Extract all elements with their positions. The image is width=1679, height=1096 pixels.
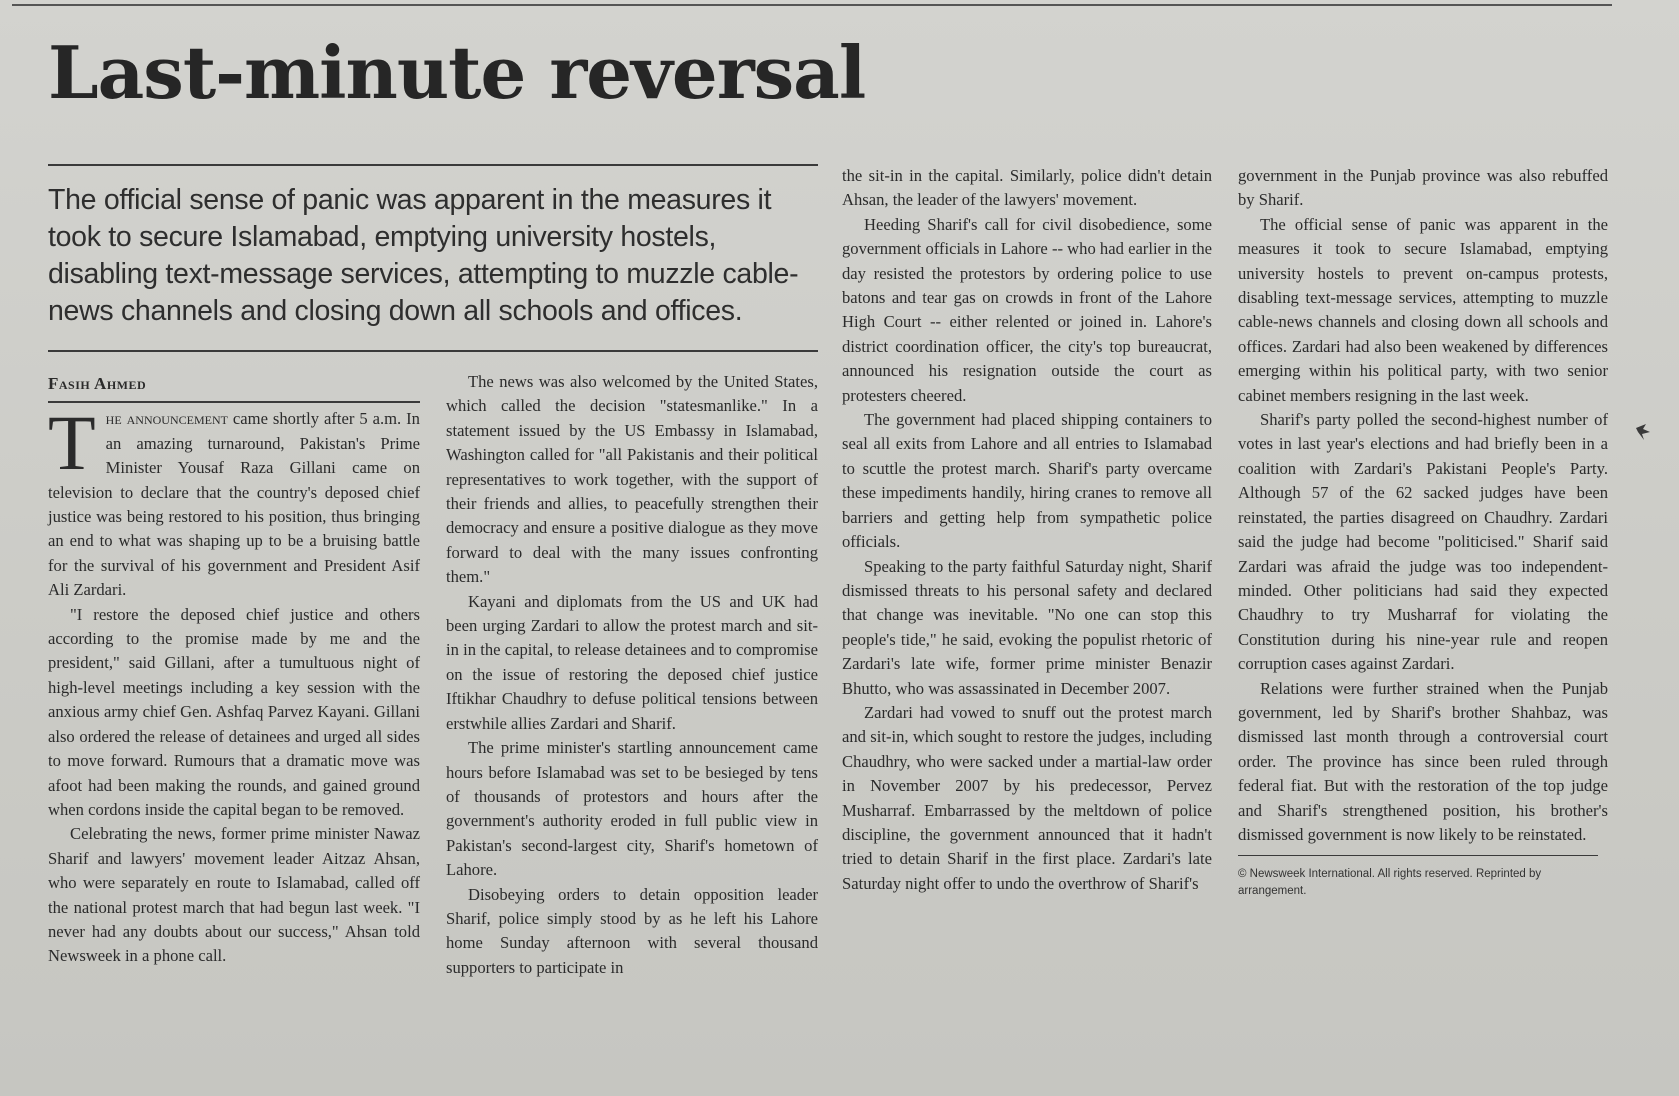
- deck-top-rule: [48, 164, 818, 166]
- paragraph: Zardari had vowed to snuff out the protest march and sit-in, which sought to restore the judges, including Chaudhry, who were sacked under a martial-law order in November 2007 by his predecessor, Pervez Musharraf. Embarrassed by the meltdown of police discipline, the government announced that it hadn't tried to detain Sharif in the first place. Zardari's late Saturday night offer to undo the overthrow of Sharif's: [842, 702, 1212, 893]
- pencil-mark-icon: [1634, 420, 1654, 442]
- paragraph: The government had placed shipping containers to seal all exits from Lahore and all entries to Islamabad to scuttle the protest march. Sharif's party overcame these impediments handily, hiring cranes to remove all barriers and getting help from sympathetic police officials.: [842, 410, 1212, 552]
- headline: Last-minute reversal: [48, 30, 866, 115]
- copyright-credit: © Newsweek International. All rights reserved. Reprinted by arrangement.: [1238, 868, 1542, 898]
- paragraph: The official sense of panic was apparent in the measures it took to secure Islamabad, emptying university hostels to prevent on-campus protests, disabling text-message services, attempting to muzzle cable-news channels and closing down all schools and offices. Zardari had also been weakened by differences emerging within his political party, with two senior cabinet members resigning in the last week.: [1238, 214, 1608, 405]
- credit-rule: [1238, 855, 1598, 856]
- deck-bottom-rule: [48, 350, 818, 352]
- paragraph: Celebrating the news, former prime minister Nawaz Sharif and lawyers' movement leader Aitzaz Ahsan, who were separately en route to Islamabad, called off the national protest march that had begun last week. "I never had any doubts about our success," Ahsan told Newsweek in a phone call.: [48, 824, 420, 966]
- paragraph: government in the Punjab province was also rebuffed by Sharif.: [1238, 166, 1608, 210]
- article-column-4: [1238, 164, 1608, 900]
- lead-paragraph: [48, 399, 420, 602]
- article-column-1: [48, 372, 420, 969]
- paragraph: Kayani and diplomats from the US and UK had been urging Zardari to allow the protest march and sit-in in the capital, to release detainees and to compromise on the issue of restoring the deposed chief justice Iftikhar Chaudhry to defuse political tensions between erstwhile allies Zardari and Sharif.: [446, 591, 818, 733]
- top-rule: [12, 4, 1612, 6]
- deck-text: The official sense of panic was apparent in the measures it took to secure Islamabad, emptying university hostels, disabling text-message services, attempting to muzzle cable-news channels and closing down all schools and offices.: [48, 184, 799, 327]
- paragraph: the sit-in in the capital. Similarly, police didn't detain Ahsan, the leader of the lawyers' movement.: [842, 166, 1212, 210]
- lead-caps: he announcement: [105, 409, 228, 429]
- paragraph: Sharif's party polled the second-highest number of votes in last year's elections and had briefly been in a coalition with Zardari's Pakistani People's Party. Although 57 of the 62 sacked judges have been reinstated, the parties disagreed on Chaudhry. Zardari said the judge had become "politicised." Sharif said Zardari was afraid the judge was too independent-minded. Other politicians had said they expected Chaudhry to try Musharraf for violating the Constitution during his nine-year rule and reopen corruption cases against Zardari.: [1238, 410, 1608, 674]
- paragraph: Disobeying orders to detain opposition leader Sharif, police simply stood by as he left his Lahore home Sunday afternoon with several thousand supporters to participate in: [446, 884, 818, 977]
- byline: Fasih Ahmed: [48, 372, 420, 403]
- paragraph: The news was also welcomed by the United States, which called the decision "statesmanlike." In a statement issued by the US Embassy in Islamabad, Washington called for "all Pakistanis and their political representatives to work together, with the support of their friends and allies, to peacefully strengthen their democracy and ensure a positive dialogue as they move forward to deal with the many issues confronting them.": [446, 372, 818, 587]
- paragraph: Heeding Sharif's call for civil disobedience, some government officials in Lahore -- who had earlier in the day resisted the protestors by ordering police to use batons and tear gas on crowds in front of the Lahore High Court -- either relented or joined in. Lahore's district coordination officer, the city's top bureaucrat, announced his resignation outside the court as protesters cheered.: [842, 214, 1212, 405]
- paragraph: Speaking to the party faithful Saturday night, Sharif dismissed threats to his personal safety and declared that change was inevitable. "No one can stop this people's tide," he said, evoking the populist rhetoric of Zardari's late wife, former prime minister Benazir Bhutto, who was assassinated in December 2007.: [842, 556, 1212, 698]
- paragraph: "I restore the deposed chief justice and others according to the promise made by me and the president," said Gillani, after a tumultuous night of high-level meetings including a key session with the anxious army chief Gen. Ashfaq Parvez Kayani. Gillani also ordered the release of detainees and urged all sides to move forward. Rumours that a dramatic move was afoot had been making the rounds, and gained ground when cordons inside the capital began to be removed.: [48, 604, 420, 819]
- paragraph: Relations were further strained when the Punjab government, led by Sharif's brother Shahbaz, was dismissed last month through a controversial court order. The province has since been ruled through federal fiat. But with the restoration of the top judge and Sharif's strengthened position, his brother's dismissed government is now likely to be reinstated.: [1238, 678, 1608, 844]
- article-column-2: [446, 370, 818, 980]
- drop-cap: T: [48, 399, 96, 487]
- lead-text: came shortly after 5 a.m. In an amazing turnaround, Pakistan's Prime Minister Yousaf Raza Gillani came on television to declare that the country's deposed chief justice was being restored to his position, thus bringing an end to what was shaping up to be a bruising battle for the survival of his government and President Asif Ali Zardari.: [48, 409, 420, 600]
- paragraph: The prime minister's startling announcement came hours before Islamabad was set to be besieged by tens of thousands of protestors and hours after the government's authority eroded in full public view in Pakistan's second-largest city, Sharif's hometown of Lahore.: [446, 738, 818, 880]
- article-column-3: [842, 164, 1212, 896]
